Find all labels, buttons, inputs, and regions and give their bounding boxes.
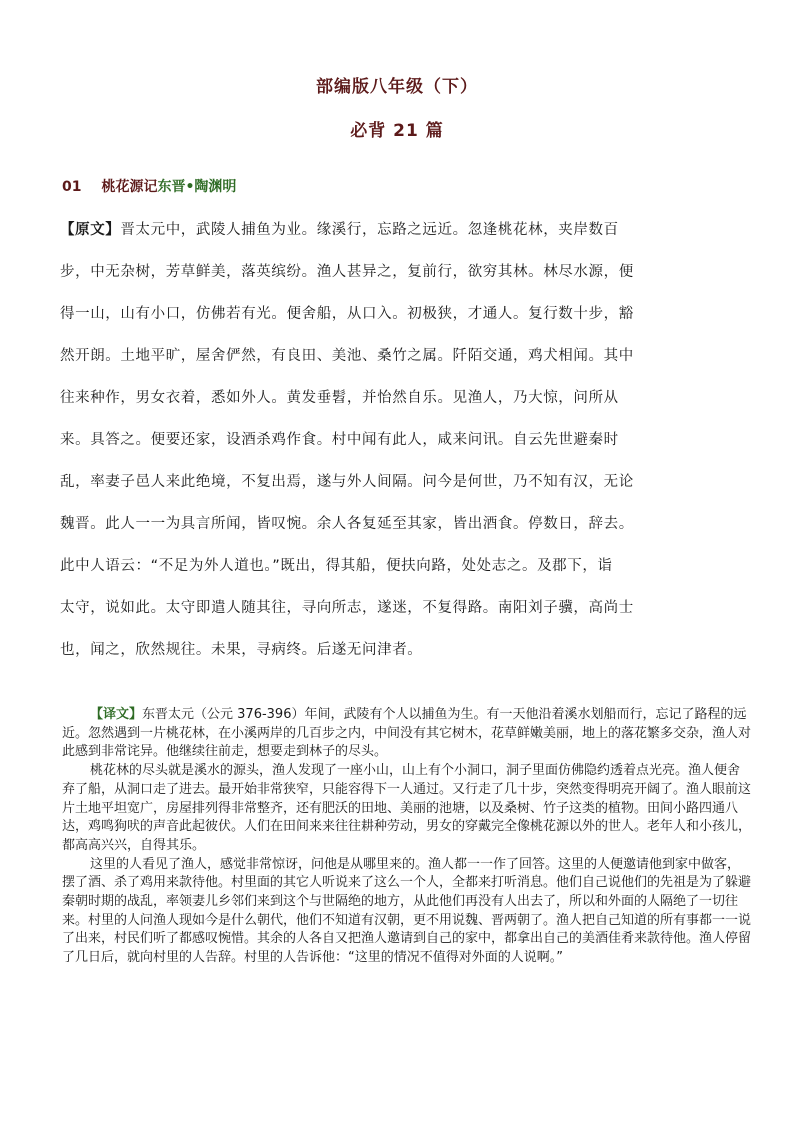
- original-line: 乱，率妻子邑人来此绝境，不复出焉，遂与外人间隔。问今是何世，乃不知有汉，无论: [60, 474, 634, 490]
- original-line: 来。具答之。便要还家，设酒杀鸡作食。村中闻有此人，咸来问讯。自云先世避秦时: [60, 432, 619, 448]
- original-line: 太守，说如此。太守即遣人随其往，寻向所志，遂迷，不复得路。南阳刘子骥，高尚士: [60, 600, 634, 616]
- original-line: 【原文】晋太元中，武陵人捕鱼为业。缘溪行，忘路之远近。忽逢桃花林，夹岸数百: [60, 222, 619, 238]
- section-heading: [62, 176, 236, 196]
- original-line: 也，闻之，欣然规往。未果，寻病终。后遂无问津者。: [60, 642, 423, 658]
- section-number: 01: [62, 179, 82, 195]
- translation-block: [62, 706, 752, 968]
- page-title: 部编版八年级（下）: [316, 77, 478, 97]
- section-author: 东晋•陶渊明: [157, 179, 237, 195]
- original-line: 魏晋。此人一一为具言所闻，皆叹惋。余人各复延至其家，皆出酒食。停数日，辞去。: [60, 516, 634, 532]
- original-line: 往来种作，男女衣着，悉如外人。黄发垂髫，并怡然自乐。见渔人，乃大惊，问所从: [60, 390, 619, 406]
- section-title: 桃花源记: [101, 179, 158, 195]
- original-line: 步，中无杂树，芳草鲜美，落英缤纷。渔人甚异之，复前行，欲穷其林。林尽水源，便: [60, 264, 634, 280]
- original-line: 然开朗。土地平旷，屋舍俨然，有良田、美池、桑竹之属。阡陌交通，鸡犬相闻。其中: [60, 348, 634, 364]
- original-tag: 【原文】: [60, 222, 121, 238]
- translation-paragraph: 【译文】东晋太元（公元 376-396）年间，武陵有个人以捕鱼为生。有一天他沿着溪水划船而行，忘记了路程的远近。忽然遇到一片桃花林，在小溪两岸的几百步之内，中间没有其它树木，花草鲜嫩美丽，地上的落花繁多交杂，渔人对此感到非常诧异。他继续往前走，想要走到林子的尽头。: [62, 707, 752, 760]
- original-line: 此中人语云：“不足为外人道也。”既出，得其船，便扶向路，处处志之。及郡下，诣: [60, 558, 613, 574]
- translation-paragraph: 这里的人看见了渔人，感觉非常惊讶，问他是从哪里来的。渔人都一一作了回答。这里的人便邀请他到家中做客，摆了酒、杀了鸡用来款待他。村里面的其它人听说来了这么一个人，全都来打听消息。他们自己说他们的先祖是为了躲避秦朝时期的战乱，率领妻儿乡邻们来到这个与世隔绝的地方，从此他们再没有人出去了，所以和外面的人隔绝了一切往来。村里的人问渔人现如今是什么朝代，他们不知道有汉朝，更不用说魏、晋两朝了。渔人把自己知道的所有事都一一说了出来，村民们听了都感叹惋惜。其余的人各自又把渔人邀请到自己的家中，都拿出自己的美酒佳肴来款待他。渔人停留了几日后，就向村里的人告辞。村里的人告诉他：“这里的情况不值得对外面的人说啊。”: [62, 856, 752, 966]
- page-subtitle: 必背 21 篇: [350, 121, 444, 141]
- original-line: 得一山，山有小口，仿佛若有光。便舍船，从口入。初极狭，才通人。复行数十步，豁: [60, 306, 634, 322]
- translation-tag: 【译文】: [90, 707, 143, 722]
- translation-paragraph: 桃花林的尽头就是溪水的源头，渔人发现了一座小山，山上有个小洞口，洞子里面仿佛隐约透着点光亮。渔人便舍弃了船，从洞口走了进去。最开始非常狭窄，只能容得下一人通过。又行走了几十步，突然变得明亮开阔了。渔人眼前这片土地平坦宽广，房屋排列得非常整齐，还有肥沃的田地、美丽的池塘，以及桑树、竹子这类的植物。田间小路四通八达，鸡鸣狗吠的声音此起彼伏。人们在田间来来往往耕种劳动，男女的穿戴完全像桃花源以外的世人。老年人和小孩儿，都高高兴兴，自得其乐。: [62, 763, 752, 853]
